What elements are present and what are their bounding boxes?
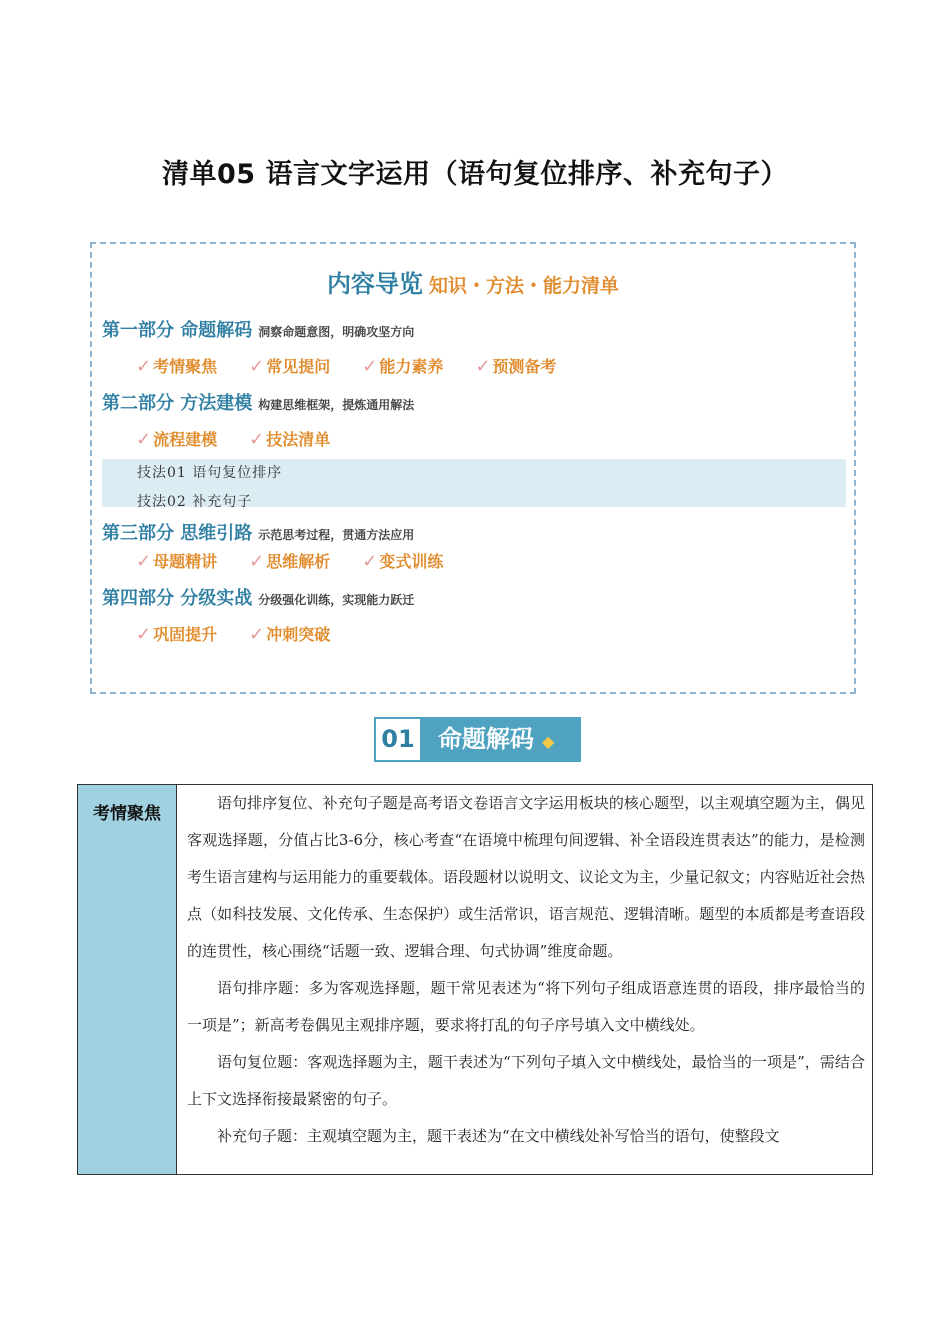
paragraph: 语句排序题：多为客观选择题，题干常见表述为“将下列句子组成语意连贯的语段，排序最恰当的一项是”；新高考卷偶见主观排序题，要求将打乱的句子序号填入文中横线处。 xyxy=(187,979,865,1034)
section-badge xyxy=(374,717,581,762)
guide-item[interactable]: ✓ 巩固提升 xyxy=(136,624,218,645)
part-subtitle: 洞察命题意图，明确攻坚方向 xyxy=(258,325,415,339)
guide-title: 内容导览 xyxy=(326,270,423,298)
paragraph: 语句复位题：客观选择题为主，题干表述为“下列句子填入文中横线处，最恰当的一项是”，需结合上下文选择衔接最紧密的句子。 xyxy=(187,1053,865,1108)
guide-item[interactable]: ✓ 思维解析 xyxy=(249,551,331,572)
part-4-items xyxy=(136,622,362,645)
guide-heading xyxy=(90,264,856,299)
guide-item[interactable]: ✓ 技法清单 xyxy=(249,429,331,450)
technique-item[interactable]: 技法02 补充句子 xyxy=(137,494,253,510)
check-icon: ✓ xyxy=(136,624,152,645)
part-2 xyxy=(102,389,414,415)
part-1 xyxy=(102,316,414,342)
guide-item[interactable]: ✓ 流程建模 xyxy=(136,429,218,450)
part-subtitle: 分级强化训练，实现能力跃迁 xyxy=(258,593,415,607)
paragraph: 语句排序复位、补充句子题是高考语文卷语言文字运用板块的核心题型，以主观填空题为主，偶见客观选择题，分值占比3-6分，核心考查“在语境中梳理句间逻辑、补全语段连贯表达”的能力，是检测考生语言建构与运用能力的重要载体。语段题材以说明文、议论文为主，少量记叙文；内容贴近社会热点（如科技发展、文化传承、生态保护）或生活常识，语言规范、逻辑清晰。题型的本质都是考查语段的连贯性，核心围绕“话题一致、逻辑合理、句式协调”维度命题。 xyxy=(187,794,865,960)
page-title: 清单05 语言文字运用（语句复位排序、补充句子） xyxy=(162,159,788,190)
check-icon: ✓ xyxy=(249,624,265,645)
guide-item[interactable]: ✓ 考情聚焦 xyxy=(136,356,218,377)
part-3 xyxy=(102,519,414,545)
section-label: 命题解码 ◆ xyxy=(422,717,581,762)
check-icon: ✓ xyxy=(475,356,491,377)
part-title: 第一部分 命题解码 xyxy=(102,320,253,341)
part-title: 第二部分 方法建模 xyxy=(102,393,253,414)
table-header-cell xyxy=(78,785,177,1174)
check-icon: ✓ xyxy=(249,429,265,450)
guide-item[interactable]: ✓ 能力素养 xyxy=(362,356,444,377)
exam-focus-table xyxy=(77,784,873,1175)
check-icon: ✓ xyxy=(136,356,152,377)
check-icon: ✓ xyxy=(362,551,378,572)
paragraph: 补充句子题：主观填空题为主，题干表述为“在文中横线处补写恰当的语句，使整段文 xyxy=(217,1127,780,1145)
check-icon: ✓ xyxy=(136,429,152,450)
check-icon: ✓ xyxy=(249,551,265,572)
technique-list xyxy=(102,459,846,510)
check-icon: ✓ xyxy=(249,356,265,377)
part-subtitle: 示范思考过程，贯通方法应用 xyxy=(258,528,415,542)
part-4 xyxy=(102,584,414,610)
section-number: 01 xyxy=(374,717,422,762)
check-icon: ✓ xyxy=(136,551,152,572)
part-subtitle: 构建思维框架，提炼通用解法 xyxy=(258,398,415,412)
diamond-icon: ◆ xyxy=(542,732,555,751)
guide-item[interactable]: ✓ 变式训练 xyxy=(362,551,444,572)
table-content-cell xyxy=(187,785,865,1174)
guide-item[interactable]: ✓ 母题精讲 xyxy=(136,551,218,572)
technique-item[interactable]: 技法01 语句复位排序 xyxy=(137,465,283,481)
part-title: 第四部分 分级实战 xyxy=(102,588,253,609)
guide-item[interactable]: ✓ 常见提问 xyxy=(249,356,331,377)
guide-item[interactable]: ✓ 冲刺突破 xyxy=(249,624,331,645)
part-title: 第三部分 思维引路 xyxy=(102,523,253,544)
part-1-items xyxy=(136,354,588,377)
check-icon: ✓ xyxy=(362,356,378,377)
guide-subtitle: 知识・方法・能力清单 xyxy=(428,275,619,297)
part-3-items xyxy=(136,549,475,572)
table-header-label: 考情聚焦 xyxy=(93,804,161,824)
part-2-items xyxy=(136,427,362,450)
guide-item[interactable]: ✓ 预测备考 xyxy=(475,356,557,377)
